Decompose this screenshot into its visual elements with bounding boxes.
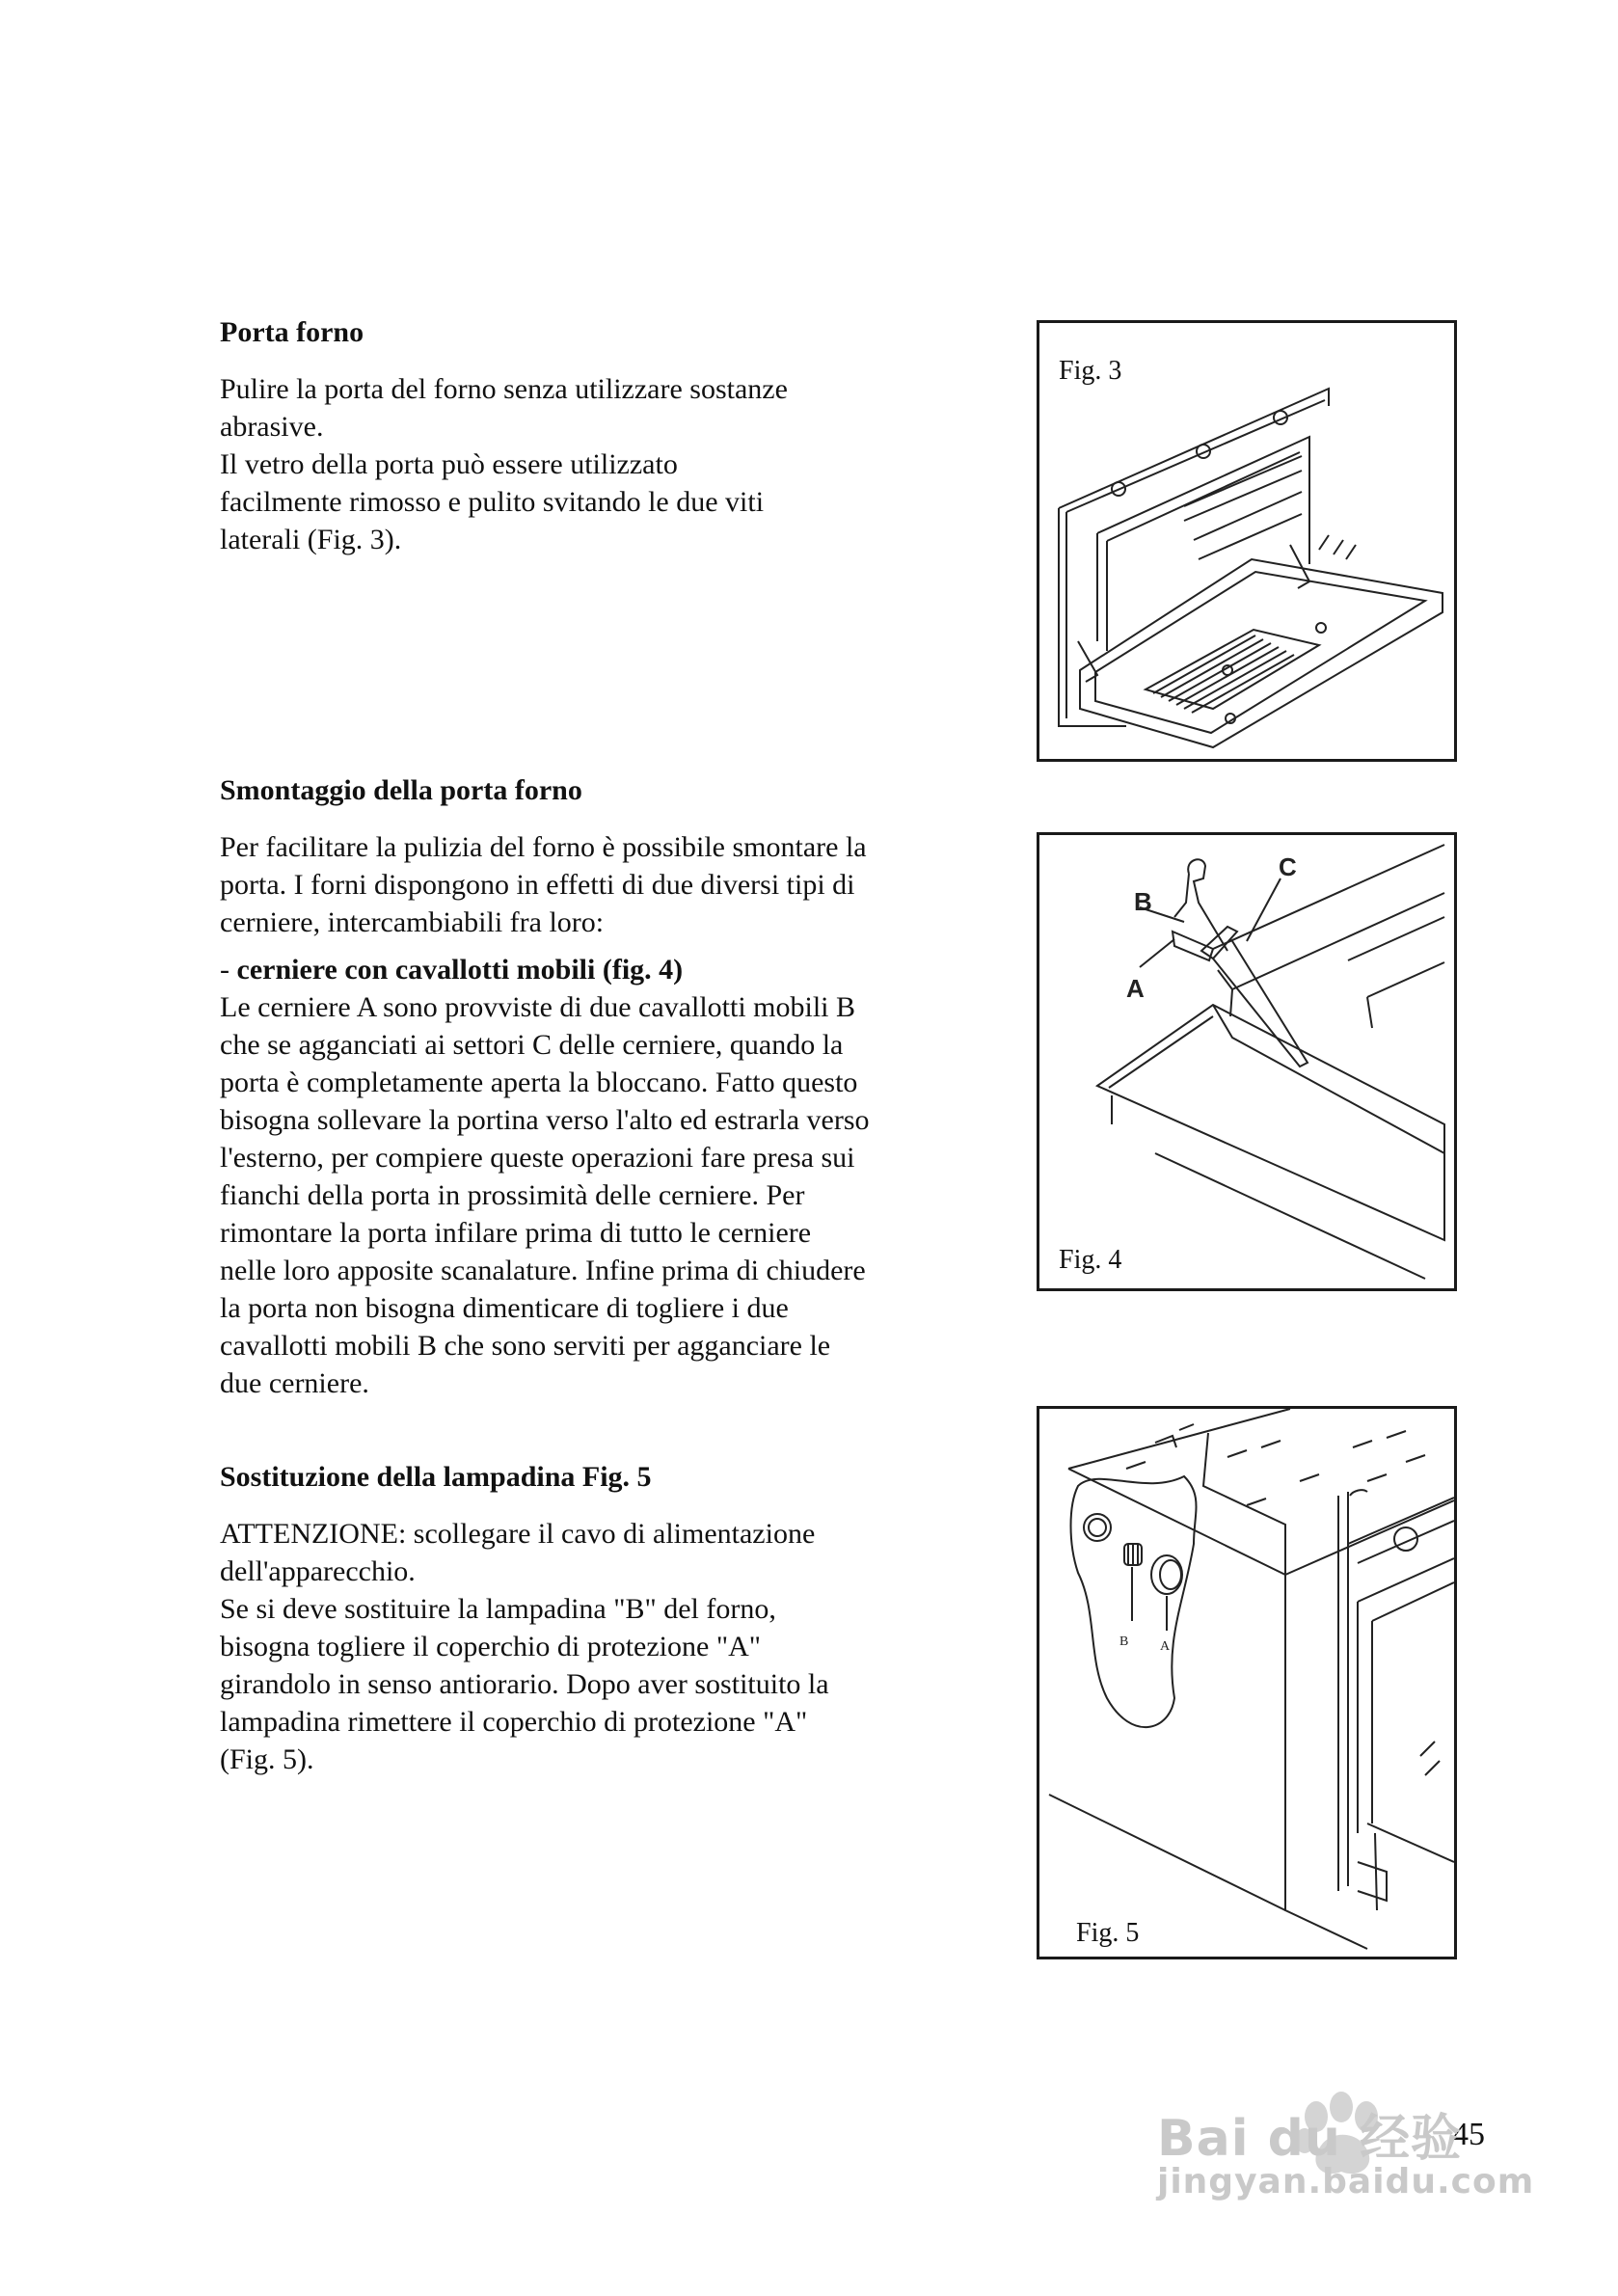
figure-4	[1037, 832, 1457, 1291]
text-line: bisogna togliere il coperchio di protezione "A"	[220, 1631, 761, 1662]
callout-a: A	[1160, 1639, 1171, 1654]
figure-3	[1037, 320, 1457, 762]
figure-5	[1037, 1406, 1457, 1959]
callout-b: B	[1119, 1634, 1129, 1649]
section-smontaggio	[220, 771, 953, 1402]
text-line: che se agganciati ai settori C delle cerniere, quando la	[220, 1029, 844, 1061]
section-porta-forno	[220, 313, 953, 558]
text-line: la porta non bisogna dimenticare di togliere i due	[220, 1292, 789, 1324]
text-line: porta. I forni dispongono in effetti di due diversi tipi di	[220, 869, 855, 901]
section-title: Sostituzione della lampadina Fig. 5	[220, 1461, 652, 1493]
door-hinge-illustration	[1039, 835, 1454, 1288]
figure-label: Fig. 3	[1059, 356, 1122, 386]
subsection-title	[220, 951, 953, 988]
watermark-brand: Bai du 经验	[1157, 2110, 1462, 2168]
section-title: Smontaggio della porta forno	[220, 774, 582, 806]
text-line: dell'apparecchio.	[220, 1555, 416, 1587]
text-line: lampadina rimettere il coperchio di protezione "A"	[220, 1706, 808, 1738]
lamp-replacement-illustration	[1039, 1409, 1454, 1957]
subsection-label: cerniere con cavallotti mobili (fig. 4)	[236, 954, 684, 986]
text-line: Le cerniere A sono provviste di due cavallotti mobili B	[220, 991, 856, 1023]
section-paragraph	[220, 1515, 953, 1778]
text-line: nelle loro apposite scanalature. Infine prima di chiudere	[220, 1255, 866, 1286]
text-line: porta è completamente aperta la bloccano. Fatto questo	[220, 1067, 858, 1098]
text-line: cerniere, intercambiabili fra loro:	[220, 906, 605, 938]
section-paragraph	[220, 370, 953, 558]
callout-a: A	[1126, 974, 1145, 1003]
section-lampadina	[220, 1458, 953, 1778]
callout-b: B	[1134, 887, 1152, 916]
hinge-subsection	[220, 951, 953, 1402]
text-line: bisogna sollevare la portina verso l'alto ed estrarla verso	[220, 1104, 870, 1136]
callout-c: C	[1279, 852, 1297, 881]
text-line: (Fig. 5).	[220, 1743, 314, 1775]
subsection-prefix: -	[220, 954, 237, 986]
text-line: Pulire la porta del forno senza utilizzare sostanze	[220, 373, 788, 405]
text-line: Il vetro della porta può essere utilizzato	[220, 448, 678, 480]
text-line: ATTENZIONE: scollegare il cavo di alimentazione	[220, 1518, 816, 1550]
text-line: l'esterno, per compiere queste operazioni fare presa sui	[220, 1142, 855, 1174]
text-line: Se si deve sostituire la lampadina "B" del forno,	[220, 1593, 776, 1625]
text-line: due cerniere.	[220, 1367, 369, 1399]
text-line: abrasive.	[220, 411, 324, 443]
text-line: girandolo in senso antiorario. Dopo aver sostituito la	[220, 1668, 829, 1700]
figure-label: Fig. 5	[1076, 1918, 1140, 1948]
page-number: 45	[1452, 2117, 1485, 2152]
watermark-url: jingyan.baidu.com	[1157, 2162, 1535, 2201]
oven-door-open-illustration	[1039, 323, 1454, 759]
text-line: cavallotti mobili B che sono serviti per agganciare le	[220, 1330, 831, 1362]
text-line: laterali (Fig. 3).	[220, 524, 402, 555]
text-line: Per facilitare la pulizia del forno è possibile smontare la	[220, 831, 867, 863]
text-line: facilmente rimosso e pulito svitando le due viti	[220, 486, 765, 518]
figure-label: Fig. 4	[1059, 1245, 1122, 1275]
text-line: rimontare la porta infilare prima di tutto le cerniere	[220, 1217, 812, 1249]
text-line: fianchi della porta in prossimità delle cerniere. Per	[220, 1179, 805, 1211]
section-title: Porta forno	[220, 316, 364, 348]
section-paragraph	[220, 828, 953, 941]
